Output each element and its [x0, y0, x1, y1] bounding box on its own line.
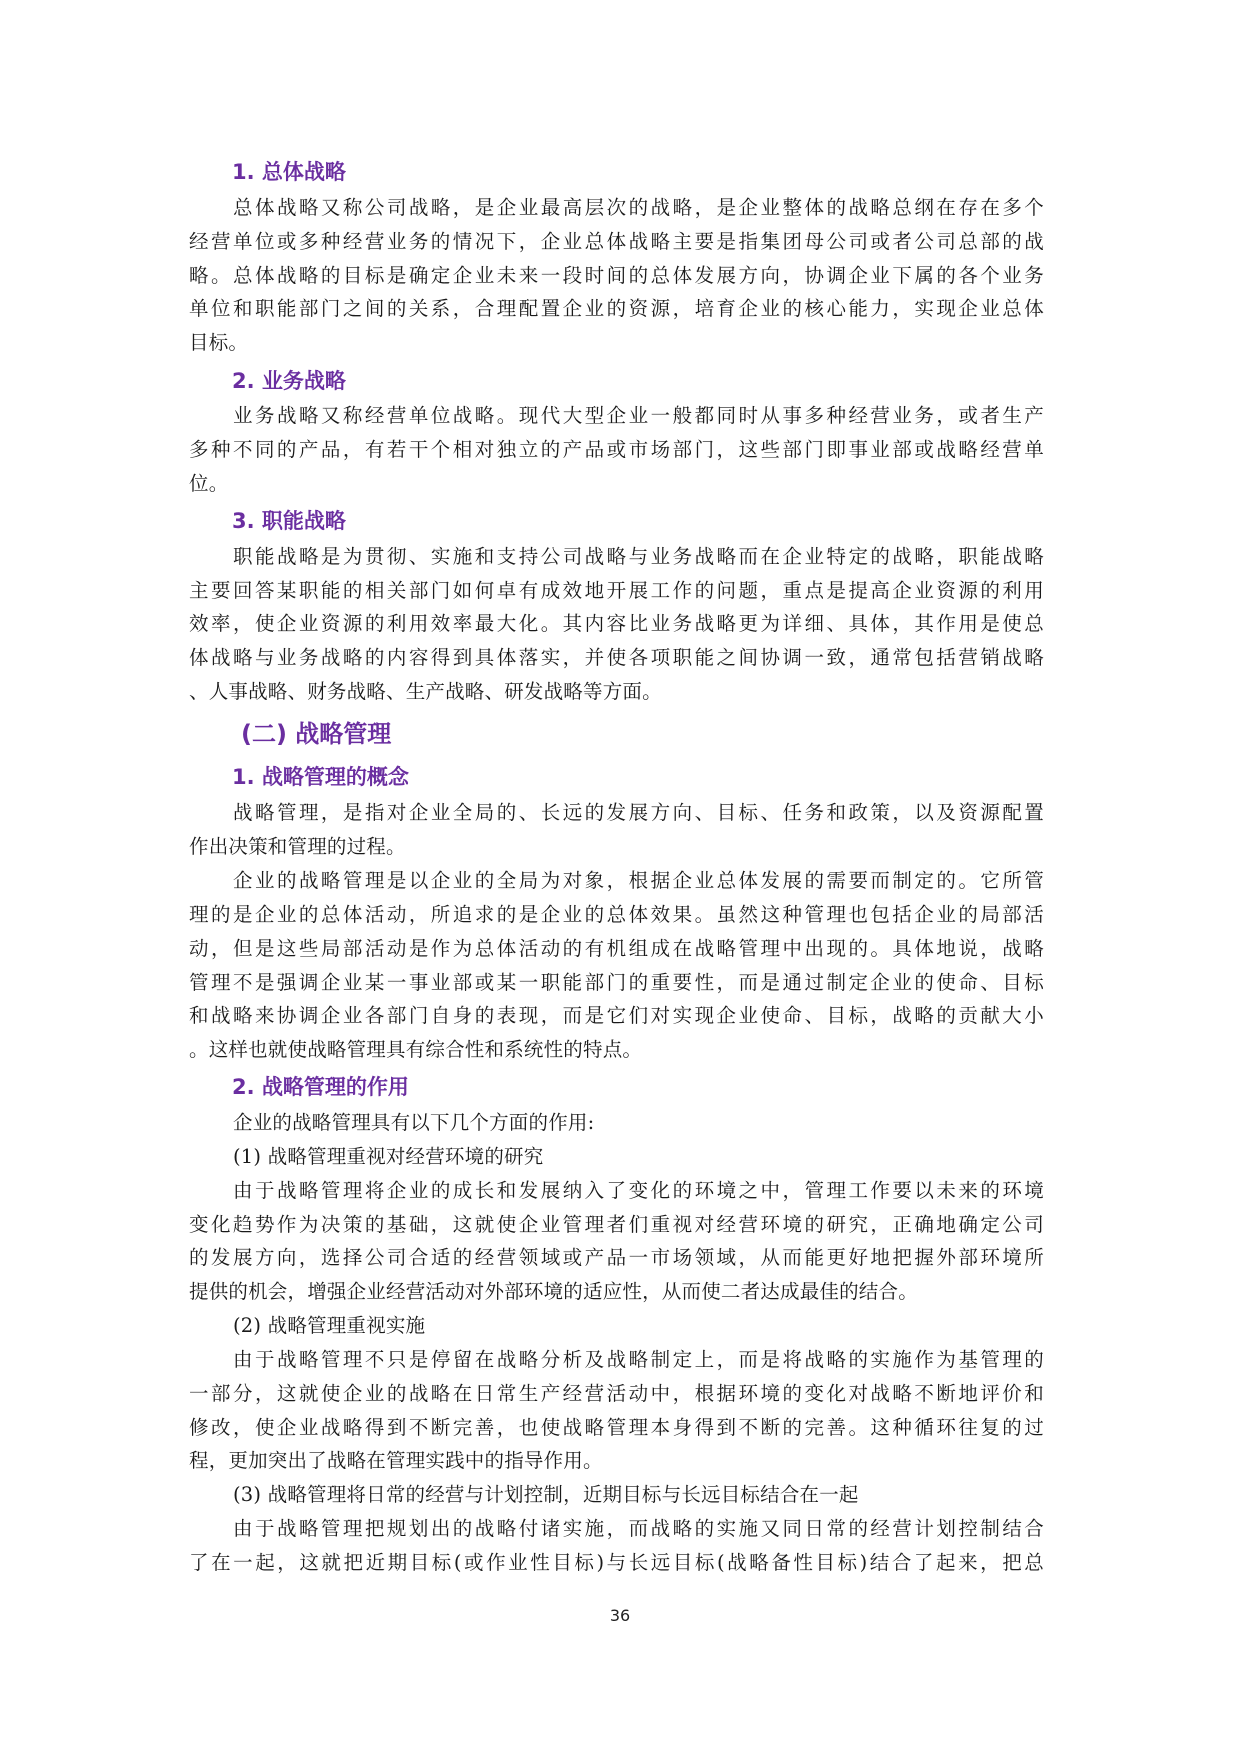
- section-heading-roles: 2. 战略管理的作用: [232, 1075, 409, 1099]
- section-heading-concept: 1. 战略管理的概念: [232, 765, 409, 789]
- paragraph-line: 目标。: [189, 331, 249, 354]
- paragraph-line: 体战略与业务战略的内容得到具体落实，并使各项职能之间协调一致，通常包括营销战略: [189, 646, 1044, 669]
- paragraph-line: 战略管理，是指对企业全局的、长远的发展方向、目标、任务和政策，以及资源配置: [233, 801, 1044, 824]
- paragraph-line: 企业的战略管理是以企业的全局为对象，根据企业总体发展的需要而制定的。它所管: [233, 869, 1044, 892]
- section-heading-overall-strategy: 1. 总体战略: [232, 160, 346, 184]
- paragraph-line: 一部分，这就使企业的战略在日常生产经营活动中，根据环境的变化对战略不断地评价和: [189, 1382, 1044, 1405]
- paragraph-line: 企业的战略管理具有以下几个方面的作用:: [233, 1111, 595, 1134]
- paragraph-line: 由于战略管理把规划出的战略付诸实施，而战略的实施又同日常的经营计划控制结合: [233, 1517, 1044, 1540]
- list-item-heading: (3) 战略管理将日常的经营与计划控制，近期目标与长远目标结合在一起: [233, 1483, 859, 1506]
- paragraph-line: 变化趋势作为决策的基础，这就使企业管理者们重视对经营环境的研究，正确地确定公司: [189, 1213, 1044, 1236]
- list-item-heading: (2) 战略管理重视实施: [233, 1314, 426, 1337]
- paragraph-line: 修改，使企业战略得到不断完善，也使战略管理本身得到不断的完善。这种循环往复的过: [189, 1416, 1044, 1439]
- paragraph-line: 作出决策和管理的过程。: [189, 835, 406, 858]
- paragraph-line: 和战略来协调企业各部门自身的表现，而是它们对实现企业使命、目标，战略的贡献大小: [189, 1004, 1044, 1027]
- paragraph-line: 效率，使企业资源的利用效率最大化。其内容比业务战略更为详细、具体，其作用是使总: [189, 612, 1044, 635]
- list-item-heading: (1) 战略管理重视对经营环境的研究: [233, 1145, 544, 1168]
- paragraph-line: 主要回答某职能的相关部门如何卓有成效地开展工作的问题，重点是提高企业资源的利用: [189, 579, 1044, 602]
- paragraph-line: 单位和职能部门之间的关系，合理配置企业的资源，培育企业的核心能力，实现企业总体: [189, 297, 1044, 320]
- paragraph-line: 经营单位或多种经营业务的情况下，企业总体战略主要是指集团母公司或者公司总部的战: [189, 230, 1044, 253]
- paragraph-line: 由于战略管理将企业的成长和发展纳入了变化的环境之中，管理工作要以未来的环境: [233, 1179, 1044, 1202]
- paragraph-line: 理的是企业的总体活动，所追求的是企业的总体效果。虽然这种管理也包括企业的局部活: [189, 903, 1044, 926]
- paragraph-line: 提供的机会，增强企业经营活动对外部环境的适应性，从而使二者达成最佳的结合。: [189, 1280, 918, 1303]
- paragraph-line: 。这样也就使战略管理具有综合性和系统性的特点。: [189, 1038, 643, 1061]
- paragraph-line: 位。: [189, 472, 229, 495]
- paragraph-line: 总体战略又称公司战略，是企业最高层次的战略，是企业整体的战略总纲在存在多个: [233, 196, 1044, 219]
- chapter-heading-strategic-management: (二) 战略管理: [241, 720, 392, 748]
- paragraph-line: 多种不同的产品，有若干个相对独立的产品或市场部门，这些部门即事业部或战略经营单: [189, 438, 1044, 461]
- paragraph-line: 、人事战略、财务战略、生产战略、研发战略等方面。: [189, 680, 662, 703]
- page-number: 36: [609, 1606, 631, 1625]
- paragraph-line: 由于战略管理不只是停留在战略分析及战略制定上，而是将战略的实施作为基管理的: [233, 1348, 1044, 1371]
- paragraph-line: 业务战略又称经营单位战略。现代大型企业一般都同时从事多种经营业务，或者生产: [233, 404, 1044, 427]
- section-heading-business-strategy: 2. 业务战略: [232, 369, 346, 393]
- paragraph-line: 程，更加突出了战略在管理实践中的指导作用。: [189, 1449, 603, 1472]
- paragraph-line: 管理不是强调企业某一事业部或某一职能部门的重要性，而是通过制定企业的使命、目标: [189, 971, 1044, 994]
- paragraph-line: 了在一起，这就把近期目标(或作业性目标)与长远目标(战略备性目标)结合了起来，把总: [189, 1551, 1044, 1574]
- section-heading-functional-strategy: 3. 职能战略: [232, 509, 346, 533]
- paragraph-line: 职能战略是为贯彻、实施和支持公司战略与业务战略而在企业特定的战略，职能战略: [233, 545, 1044, 568]
- paragraph-line: 的发展方向，选择公司合适的经营领域或产品一市场领域，从而能更好地把握外部环境所: [189, 1246, 1044, 1269]
- paragraph-line: 略。总体战略的目标是确定企业未来一段时间的总体发展方向，协调企业下属的各个业务: [189, 264, 1044, 287]
- paragraph-line: 动，但是这些局部活动是作为总体活动的有机组成在战略管理中出现的。具体地说，战略: [189, 937, 1044, 960]
